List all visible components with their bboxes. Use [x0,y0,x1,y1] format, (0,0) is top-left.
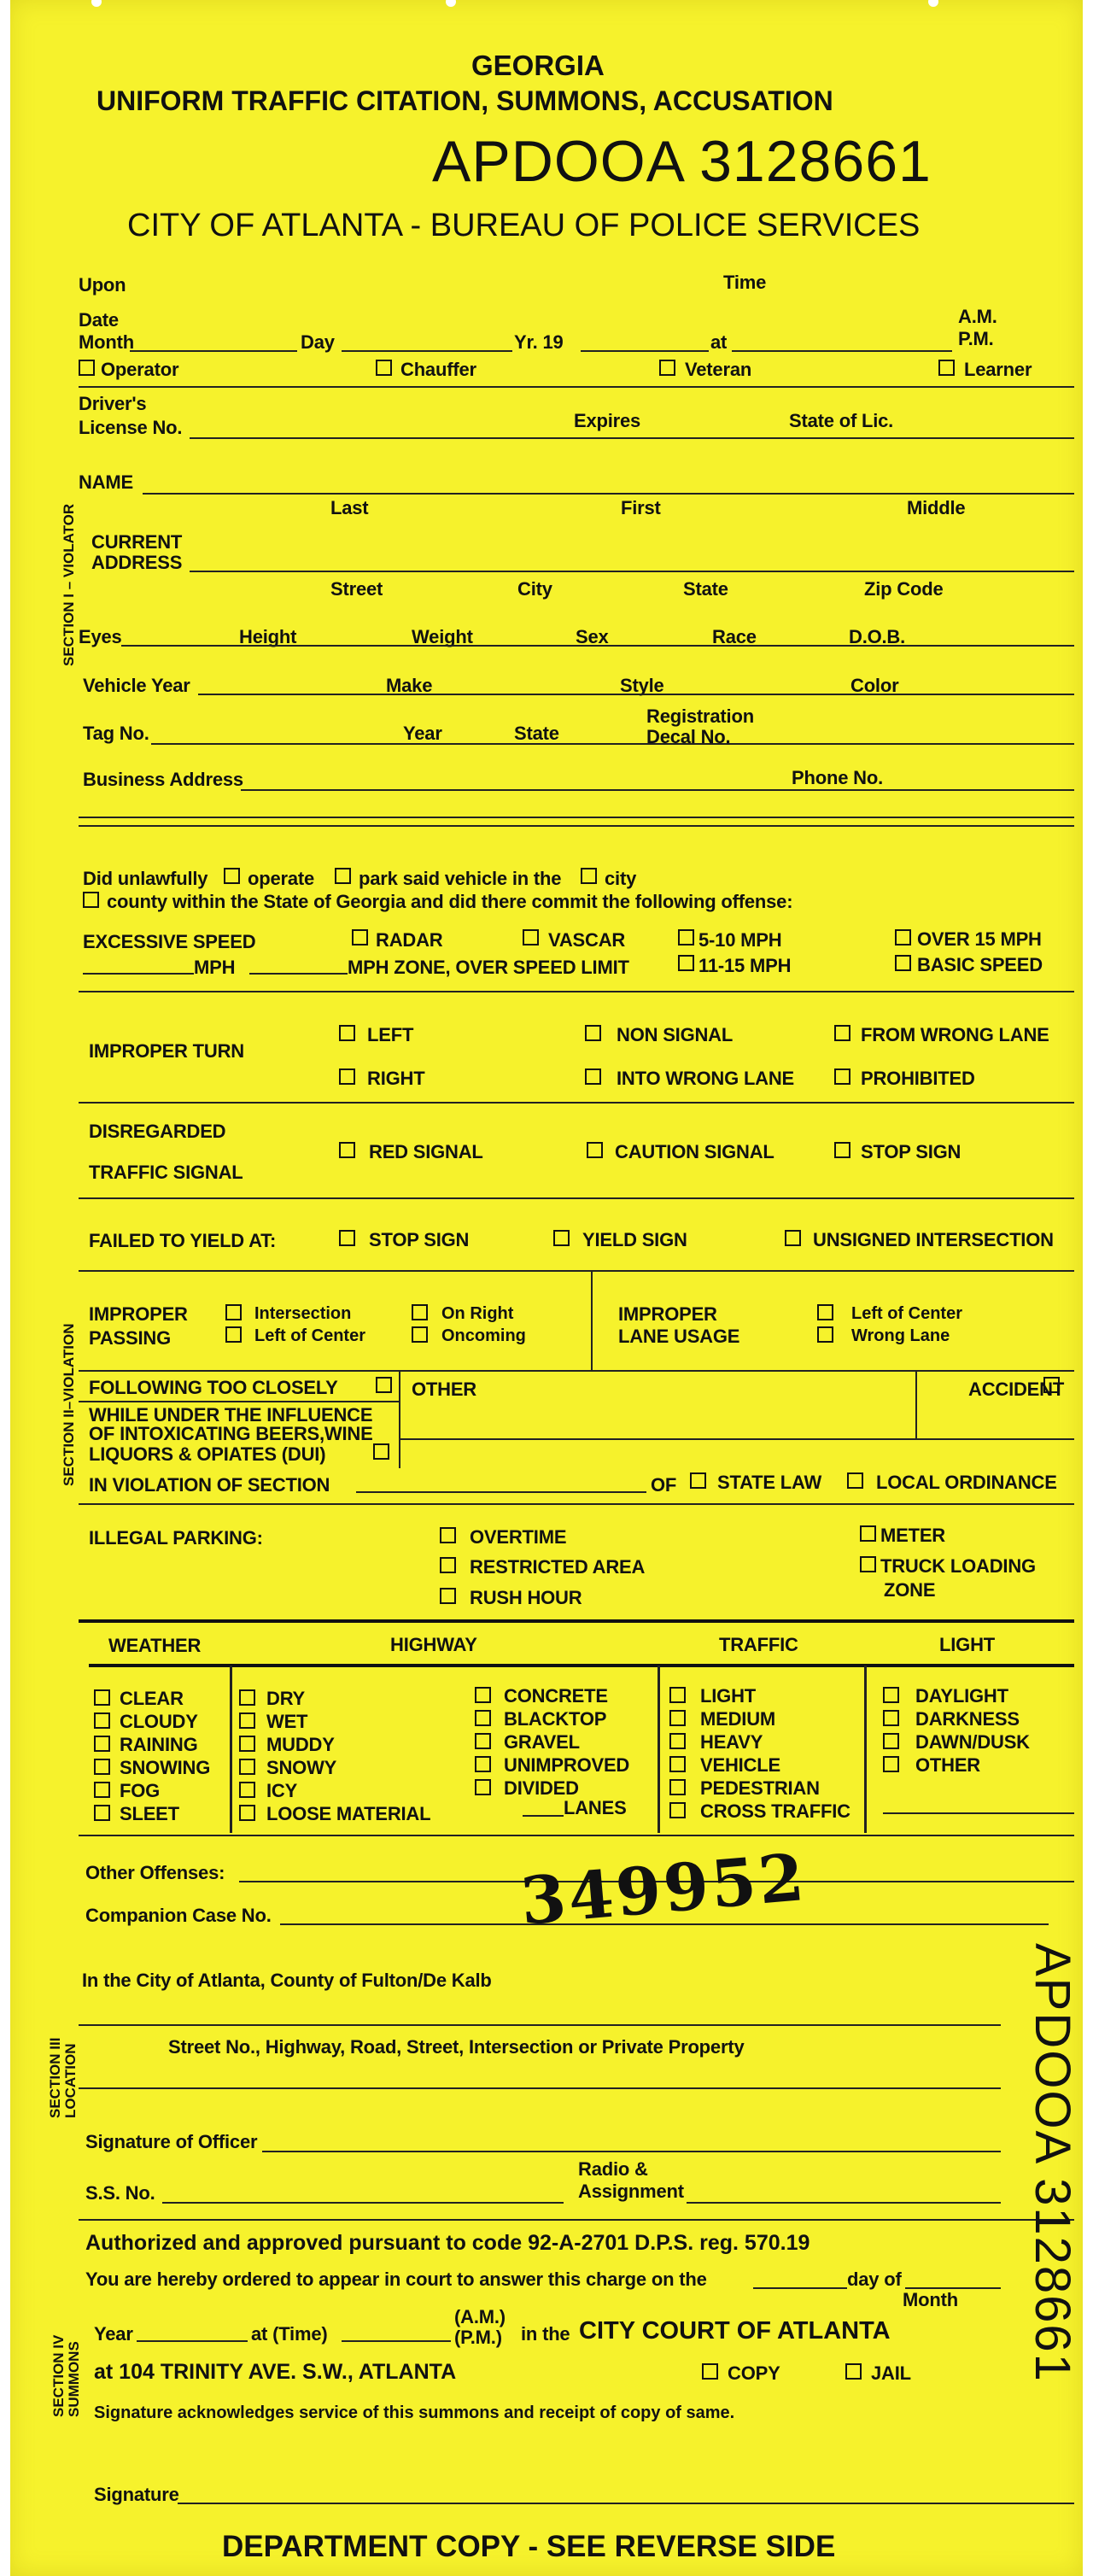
veteran-checkbox[interactable] [659,360,675,376]
wrong-lane-label: Wrong Lane [851,1326,950,1345]
department-copy-footer: DEPARTMENT COPY - SEE REVERSE SIDE [222,2530,836,2563]
highway-unimproved-checkbox[interactable] [475,1756,491,1772]
city-label: City [517,578,552,600]
current-label: CURRENT [91,531,183,553]
weather-snowing-checkbox[interactable] [94,1759,110,1775]
drivers-label: Driver's [79,393,147,414]
following-too-closely-checkbox[interactable] [376,1377,392,1393]
state-law-label: STATE LAW [717,1472,822,1493]
traffic-light-label: LIGHT [700,1685,756,1707]
lane-left-of-center-checkbox[interactable] [817,1304,833,1320]
turn-left-checkbox[interactable] [339,1025,355,1041]
divider [658,1666,660,1833]
pm-label: P.M. [958,328,994,349]
jail-checkbox[interactable] [845,2363,862,2380]
section-4-label [51,2335,82,2417]
court-am-label: (A.M.) [454,2306,506,2327]
highway-snowy-label: SNOWY [266,1757,337,1778]
lane-left-of-center-label: Left of Center [851,1304,962,1323]
highway-gravel-checkbox[interactable] [475,1733,491,1749]
in-city-label: In the City of Atlanta, County of Fulton/De Kalb [82,1970,492,1991]
traffic-heavy-checkbox[interactable] [669,1733,686,1749]
accident-checkbox[interactable] [1043,1377,1060,1393]
yield-sign-checkbox[interactable] [553,1230,570,1246]
light-dawn-checkbox[interactable] [883,1733,899,1749]
highway-unimproved-label: UNIMPROVED [504,1754,630,1776]
vehicle-year-label: Vehicle Year [83,675,190,696]
mph-zone-label: MPH ZONE, OVER SPEED LIMIT [348,957,629,978]
section-divider [79,825,1074,827]
vascar-checkbox[interactable] [523,929,539,946]
over-15-label: OVER 15 MPH [917,928,1042,950]
time-line [732,350,952,352]
section-2-label: SECTION II–VIOLATION [61,1323,77,1486]
lane-usage-label: LANE USAGE [618,1326,740,1347]
divider [79,1619,1074,1623]
light-other-line [883,1812,1074,1814]
following-too-closely-label: FOLLOWING TOO CLOSELY [89,1377,338,1398]
divider [79,2219,1074,2221]
dui-line-2: OF INTOXICATING BEERS,WINE [89,1423,373,1444]
traffic-cross-label: CROSS TRAFFIC [700,1800,850,1822]
signature-label: Signature [94,2484,179,2505]
park-checkbox[interactable] [335,868,351,884]
yr-label: Yr. 19 [514,331,564,353]
light-heading: LIGHT [939,1634,995,1655]
restricted-area-checkbox[interactable] [440,1557,456,1573]
divider [79,386,1074,388]
into-wrong-lane-label: INTO WRONG LANE [617,1068,795,1089]
race-label: Race [712,626,757,647]
yield-sign-label: YIELD SIGN [582,1229,687,1250]
traffic-heading: TRAFFIC [719,1634,798,1655]
from-wrong-lane-checkbox[interactable] [834,1025,850,1041]
expires-label: Expires [574,410,641,431]
traffic-pedestrian-checkbox[interactable] [669,1779,686,1795]
highway-gravel-label: GRAVEL [504,1731,580,1753]
wrong-lane-checkbox[interactable] [817,1326,833,1343]
divider [79,1401,400,1402]
local-ordinance-checkbox[interactable] [847,1472,863,1489]
speed-11-15-checkbox[interactable] [678,955,694,971]
street-label: Street [330,578,383,600]
section-1-label: SECTION I – VIOLATOR [61,503,77,666]
mph-label: MPH [194,957,236,978]
illegal-parking-label: ILLEGAL PARKING: [89,1527,263,1549]
did-unlawfully-label: Did unlawfully [83,868,208,889]
companion-case-stamp: 349952 [517,1838,810,1940]
truck-loading-label: TRUCK LOADING [880,1555,1036,1577]
companion-case-label: Companion Case No. [85,1905,272,1926]
veteran-label: Veteran [685,359,752,380]
local-ordinance-label: LOCAL ORDINANCE [876,1472,1057,1493]
highway-concrete-label: CONCRETE [504,1685,608,1707]
highway-blacktop-label: BLACKTOP [504,1708,607,1730]
left-of-center-checkbox[interactable] [225,1326,242,1343]
basic-speed-checkbox[interactable] [895,955,911,971]
on-right-checkbox[interactable] [412,1304,428,1320]
caution-signal-checkbox[interactable] [587,1142,603,1158]
upon-label: Upon [79,274,126,296]
phone-no-label: Phone No. [792,767,883,788]
signature-officer-label: Signature of Officer [85,2131,258,2152]
vascar-label: VASCAR [548,929,626,951]
form-title: UNIFORM TRAFFIC CITATION, SUMMONS, ACCUSATION [96,85,833,116]
divider [79,1835,1074,1836]
weather-sleet-checkbox[interactable] [94,1805,110,1821]
violation-section-line [356,1491,646,1493]
highway-snowy-checkbox[interactable] [239,1759,255,1775]
disregarded-label: DISREGARDED [89,1121,226,1142]
divider [79,1370,1074,1372]
basic-speed-label: BASIC SPEED [917,954,1043,975]
section-4-label-line1: SECTION IV [50,2334,67,2417]
turn-right-label: RIGHT [367,1068,425,1089]
highway-loose-checkbox[interactable] [239,1805,255,1821]
other-line [400,1438,1074,1440]
vehicle-line [198,694,1074,695]
radio-label-2: Assignment [578,2181,684,2202]
zip-label: Zip Code [864,578,944,600]
license-no-label: License No. [79,417,183,438]
from-wrong-lane-label: FROM WRONG LANE [861,1024,1049,1045]
court-year-line [137,2340,248,2342]
weather-fog-checkbox[interactable] [94,1782,110,1798]
side-citation-number: APDOOA 3128661 [1025,1943,1080,2383]
highway-divided-label: DIVIDED [504,1777,579,1799]
improper-turn-label: IMPROPER TURN [89,1040,244,1062]
copy-checkbox[interactable] [702,2363,718,2380]
name-line [143,493,1074,495]
weather-fog-label: FOG [120,1780,161,1801]
traffic-medium-checkbox[interactable] [669,1710,686,1726]
operator-label: Operator [101,359,179,380]
of-label: OF [651,1474,677,1496]
oncoming-checkbox[interactable] [412,1326,428,1343]
weather-raining-label: RAINING [120,1734,198,1755]
tag-state-label: State [514,723,559,744]
business-address-label: Business Address [83,769,243,790]
light-other-checkbox[interactable] [883,1756,899,1772]
registration-label: Registration [646,705,754,727]
divider [591,1272,593,1372]
address-label: ADDRESS [91,552,183,573]
city-court-label: CITY COURT OF ATLANTA [579,2317,891,2345]
weather-sleet-label: SLEET [120,1803,179,1824]
state-heading: GEORGIA [471,50,605,81]
rush-hour-checkbox[interactable] [440,1588,456,1604]
turn-right-checkbox[interactable] [339,1068,355,1085]
weather-raining-checkbox[interactable] [94,1736,110,1752]
style-label: Style [620,675,664,696]
other-offenses-label: Other Offenses: [85,1862,225,1883]
month-label: Month [79,331,134,353]
operator-checkbox[interactable] [79,360,95,376]
section-3-label-line2: LOCATION [62,2043,79,2118]
county-within-label: county within the State of Georgia and did there commit the following offense: [107,891,793,912]
light-daylight-label: DAYLIGHT [915,1685,1008,1707]
first-label: First [621,497,661,518]
state-law-checkbox[interactable] [690,1472,706,1489]
traffic-vehicle-checkbox[interactable] [669,1756,686,1772]
divider [230,1666,232,1833]
unsigned-intersection-checkbox[interactable] [785,1230,801,1246]
other-label: OTHER [412,1379,477,1400]
court-day-line [753,2287,847,2289]
zone-line [249,973,348,975]
in-the-label: in the [521,2323,570,2345]
copy-label: COPY [728,2362,780,2384]
traffic-heavy-label: HEAVY [700,1731,763,1753]
date-label: Date [79,309,119,331]
meter-label: METER [880,1525,946,1546]
dui-line-1: WHILE UNDER THE INFLUENCE [89,1404,373,1426]
weather-snowing-label: SNOWING [120,1757,211,1778]
eyes-label: Eyes [79,626,122,647]
speed-5-10-checkbox[interactable] [678,929,694,946]
section-3-label-line1: SECTION III [47,2037,63,2118]
day-of-label: day of [847,2269,902,2290]
ss-no-label: S.S. No. [85,2182,155,2204]
light-daylight-checkbox[interactable] [883,1687,899,1703]
highway-icy-label: ICY [266,1780,298,1801]
weather-clear-checkbox[interactable] [94,1689,110,1706]
ordered-text: You are hereby ordered to appear in court to answer this charge on the [85,2269,707,2290]
chauffer-label: Chauffer [400,359,476,380]
authorized-text: Authorized and approved pursuant to code 92-A-2701 D.P.S. reg. 570.19 [85,2231,810,2255]
year-label: Year [403,723,442,744]
time-label: Time [723,272,767,293]
highway-wet-checkbox[interactable] [239,1712,255,1729]
day-label: Day [301,331,335,353]
learner-label: Learner [964,359,1032,380]
zone-label: ZONE [884,1579,936,1601]
excessive-speed-label: EXCESSIVE SPEED [83,931,256,952]
weather-cloudy-checkbox[interactable] [94,1712,110,1729]
dui-checkbox[interactable] [373,1443,389,1460]
into-wrong-lane-checkbox[interactable] [585,1068,601,1085]
citation-number: APDOOA 3128661 [432,129,932,194]
radio-label-1: Radio & [578,2158,648,2180]
at-time-label: at (Time) [251,2323,328,2345]
divider [79,1102,1074,1104]
restricted-area-label: RESTRICTED AREA [470,1556,646,1578]
city-checkbox[interactable] [581,868,597,884]
section-4-label-line2: SUMMONS [66,2341,82,2417]
unsigned-intersection-label: UNSIGNED INTERSECTION [813,1229,1054,1250]
light-darkness-checkbox[interactable] [883,1710,899,1726]
business-line [241,789,1074,791]
over-15-checkbox[interactable] [895,929,911,946]
operate-label: operate [248,868,315,889]
court-pm-label: (P.M.) [454,2327,502,2348]
accident-label: ACCIDENT [968,1379,1065,1400]
radar-checkbox[interactable] [352,929,368,946]
tag-line [151,743,1074,745]
lanes-line [523,1815,564,1817]
highway-concrete-checkbox[interactable] [475,1687,491,1703]
learner-checkbox[interactable] [938,360,955,376]
left-of-center-label: Left of Center [254,1326,365,1345]
speed-5-10-label: 5-10 MPH [698,929,782,951]
at-label: at [710,331,728,353]
stop-sign-checkbox[interactable] [834,1142,850,1158]
rush-hour-label: RUSH HOUR [470,1587,582,1608]
court-year-label: Year [94,2323,133,2345]
dob-label: D.O.B. [849,626,906,647]
light-other-label: OTHER [915,1754,981,1776]
overtime-checkbox[interactable] [440,1527,456,1543]
physical-line [121,645,1074,647]
in-violation-label: IN VIOLATION OF SECTION [89,1474,330,1496]
ss-no-line [162,2202,564,2204]
red-signal-label: RED SIGNAL [369,1141,483,1162]
license-line [190,437,1074,439]
weather-clear-label: CLEAR [120,1688,184,1709]
highway-dry-label: DRY [266,1688,306,1709]
speed-11-15-label: 11-15 MPH [698,955,792,976]
jail-label: JAIL [871,2362,911,2384]
weather-cloudy-label: CLOUDY [120,1711,198,1732]
street-no-label: Street No., Highway, Road, Street, Intersection or Private Property [168,2036,745,2058]
punch-hole [928,0,938,7]
traffic-vehicle-label: VEHICLE [700,1754,780,1776]
city-option-label: city [605,868,637,889]
highway-wet-label: WET [266,1711,308,1732]
highway-muddy-checkbox[interactable] [239,1736,255,1752]
highway-divided-checkbox[interactable] [475,1779,491,1795]
decal-no-label: Decal No. [646,726,731,747]
highway-blacktop-checkbox[interactable] [475,1710,491,1726]
divider [915,1370,917,1438]
light-dawn-label: DAWN/DUSK [915,1731,1030,1753]
dui-line-3: LIQUORS & OPIATES (DUI) [89,1443,326,1465]
improper-label: IMPROPER [89,1303,188,1325]
passing-label: PASSING [89,1327,171,1349]
divider [864,1666,867,1833]
yield-stop-sign-label: STOP SIGN [369,1229,470,1250]
court-address: at 104 TRINITY AVE. S.W., ATLANTA [94,2360,457,2384]
punch-hole [91,0,102,7]
traffic-signal-label: TRAFFIC SIGNAL [89,1162,243,1183]
location-line [79,2024,1001,2026]
operate-checkbox[interactable] [224,868,240,884]
highway-loose-label: LOOSE MATERIAL [266,1803,431,1824]
yr-line [581,350,709,352]
traffic-light-checkbox[interactable] [669,1687,686,1703]
am-label: A.M. [958,306,997,327]
failed-to-yield-label: FAILED TO YIELD AT: [89,1230,277,1251]
park-said-label: park said vehicle in the [359,868,562,889]
truck-loading-checkbox[interactable] [860,1556,876,1572]
signature-ack-text: Signature acknowledges service of this summons and receipt of copy of same. [94,2403,735,2422]
oncoming-label: Oncoming [441,1326,526,1345]
address-line [190,571,1074,572]
intersection-checkbox[interactable] [225,1304,242,1320]
prohibited-label: PROHIBITED [861,1068,975,1089]
mph-line [83,973,194,975]
non-signal-checkbox[interactable] [585,1025,601,1041]
on-right-label: On Right [441,1304,514,1323]
improper-lane-label: IMPROPER [618,1303,717,1325]
highway-heading: HIGHWAY [390,1634,477,1655]
divider [399,1370,400,1468]
citation-form [10,0,1083,2576]
weather-heading: WEATHER [108,1635,202,1656]
radio-line [687,2202,1001,2204]
section-3-label [48,2038,79,2118]
divider [79,1197,1074,1199]
state-label: State [683,578,728,600]
stop-sign-label: STOP SIGN [861,1141,961,1162]
chauffer-checkbox[interactable] [376,360,392,376]
light-darkness-label: DARKNESS [915,1708,1020,1730]
county-checkbox[interactable] [83,892,99,908]
highway-dry-checkbox[interactable] [239,1689,255,1706]
day-line [342,350,512,352]
signature-officer-line [262,2151,1001,2152]
section-divider [79,817,1074,818]
overtime-label: OVERTIME [470,1526,567,1548]
court-month-label: Month [903,2289,958,2310]
traffic-medium-label: MEDIUM [700,1708,776,1730]
location-line-2 [79,2087,1001,2089]
weight-label: Weight [412,626,473,647]
divider [79,991,1074,992]
divider [79,1503,1074,1505]
color-label: Color [850,675,899,696]
traffic-pedestrian-label: PEDESTRIAN [700,1777,820,1799]
name-label: NAME [79,471,133,493]
meter-checkbox[interactable] [860,1525,876,1542]
highway-lanes-label: LANES [564,1797,627,1818]
punch-hole [446,0,456,7]
last-label: Last [330,497,369,518]
divider [79,1270,1074,1272]
make-label: Make [386,675,433,696]
state-of-lic-label: State of Lic. [789,410,894,431]
sex-label: Sex [576,626,609,647]
non-signal-label: NON SIGNAL [617,1024,734,1045]
divider [89,1664,1074,1667]
turn-left-label: LEFT [367,1024,414,1045]
highway-muddy-label: MUDDY [266,1734,335,1755]
middle-label: Middle [907,497,966,518]
red-signal-checkbox[interactable] [339,1142,355,1158]
agency-heading: CITY OF ATLANTA - BUREAU OF POLICE SERVICES [127,208,921,243]
court-time-line [342,2340,451,2342]
yield-stop-sign-checkbox[interactable] [339,1230,355,1246]
month-line [130,350,297,352]
tag-no-label: Tag No. [83,723,149,744]
highway-icy-checkbox[interactable] [239,1782,255,1798]
signature-line [178,2503,1074,2504]
traffic-cross-checkbox[interactable] [669,1802,686,1818]
prohibited-checkbox[interactable] [834,1068,850,1085]
caution-signal-label: CAUTION SIGNAL [615,1141,774,1162]
height-label: Height [239,626,297,647]
radar-label: RADAR [376,929,443,951]
intersection-label: Intersection [254,1304,352,1323]
